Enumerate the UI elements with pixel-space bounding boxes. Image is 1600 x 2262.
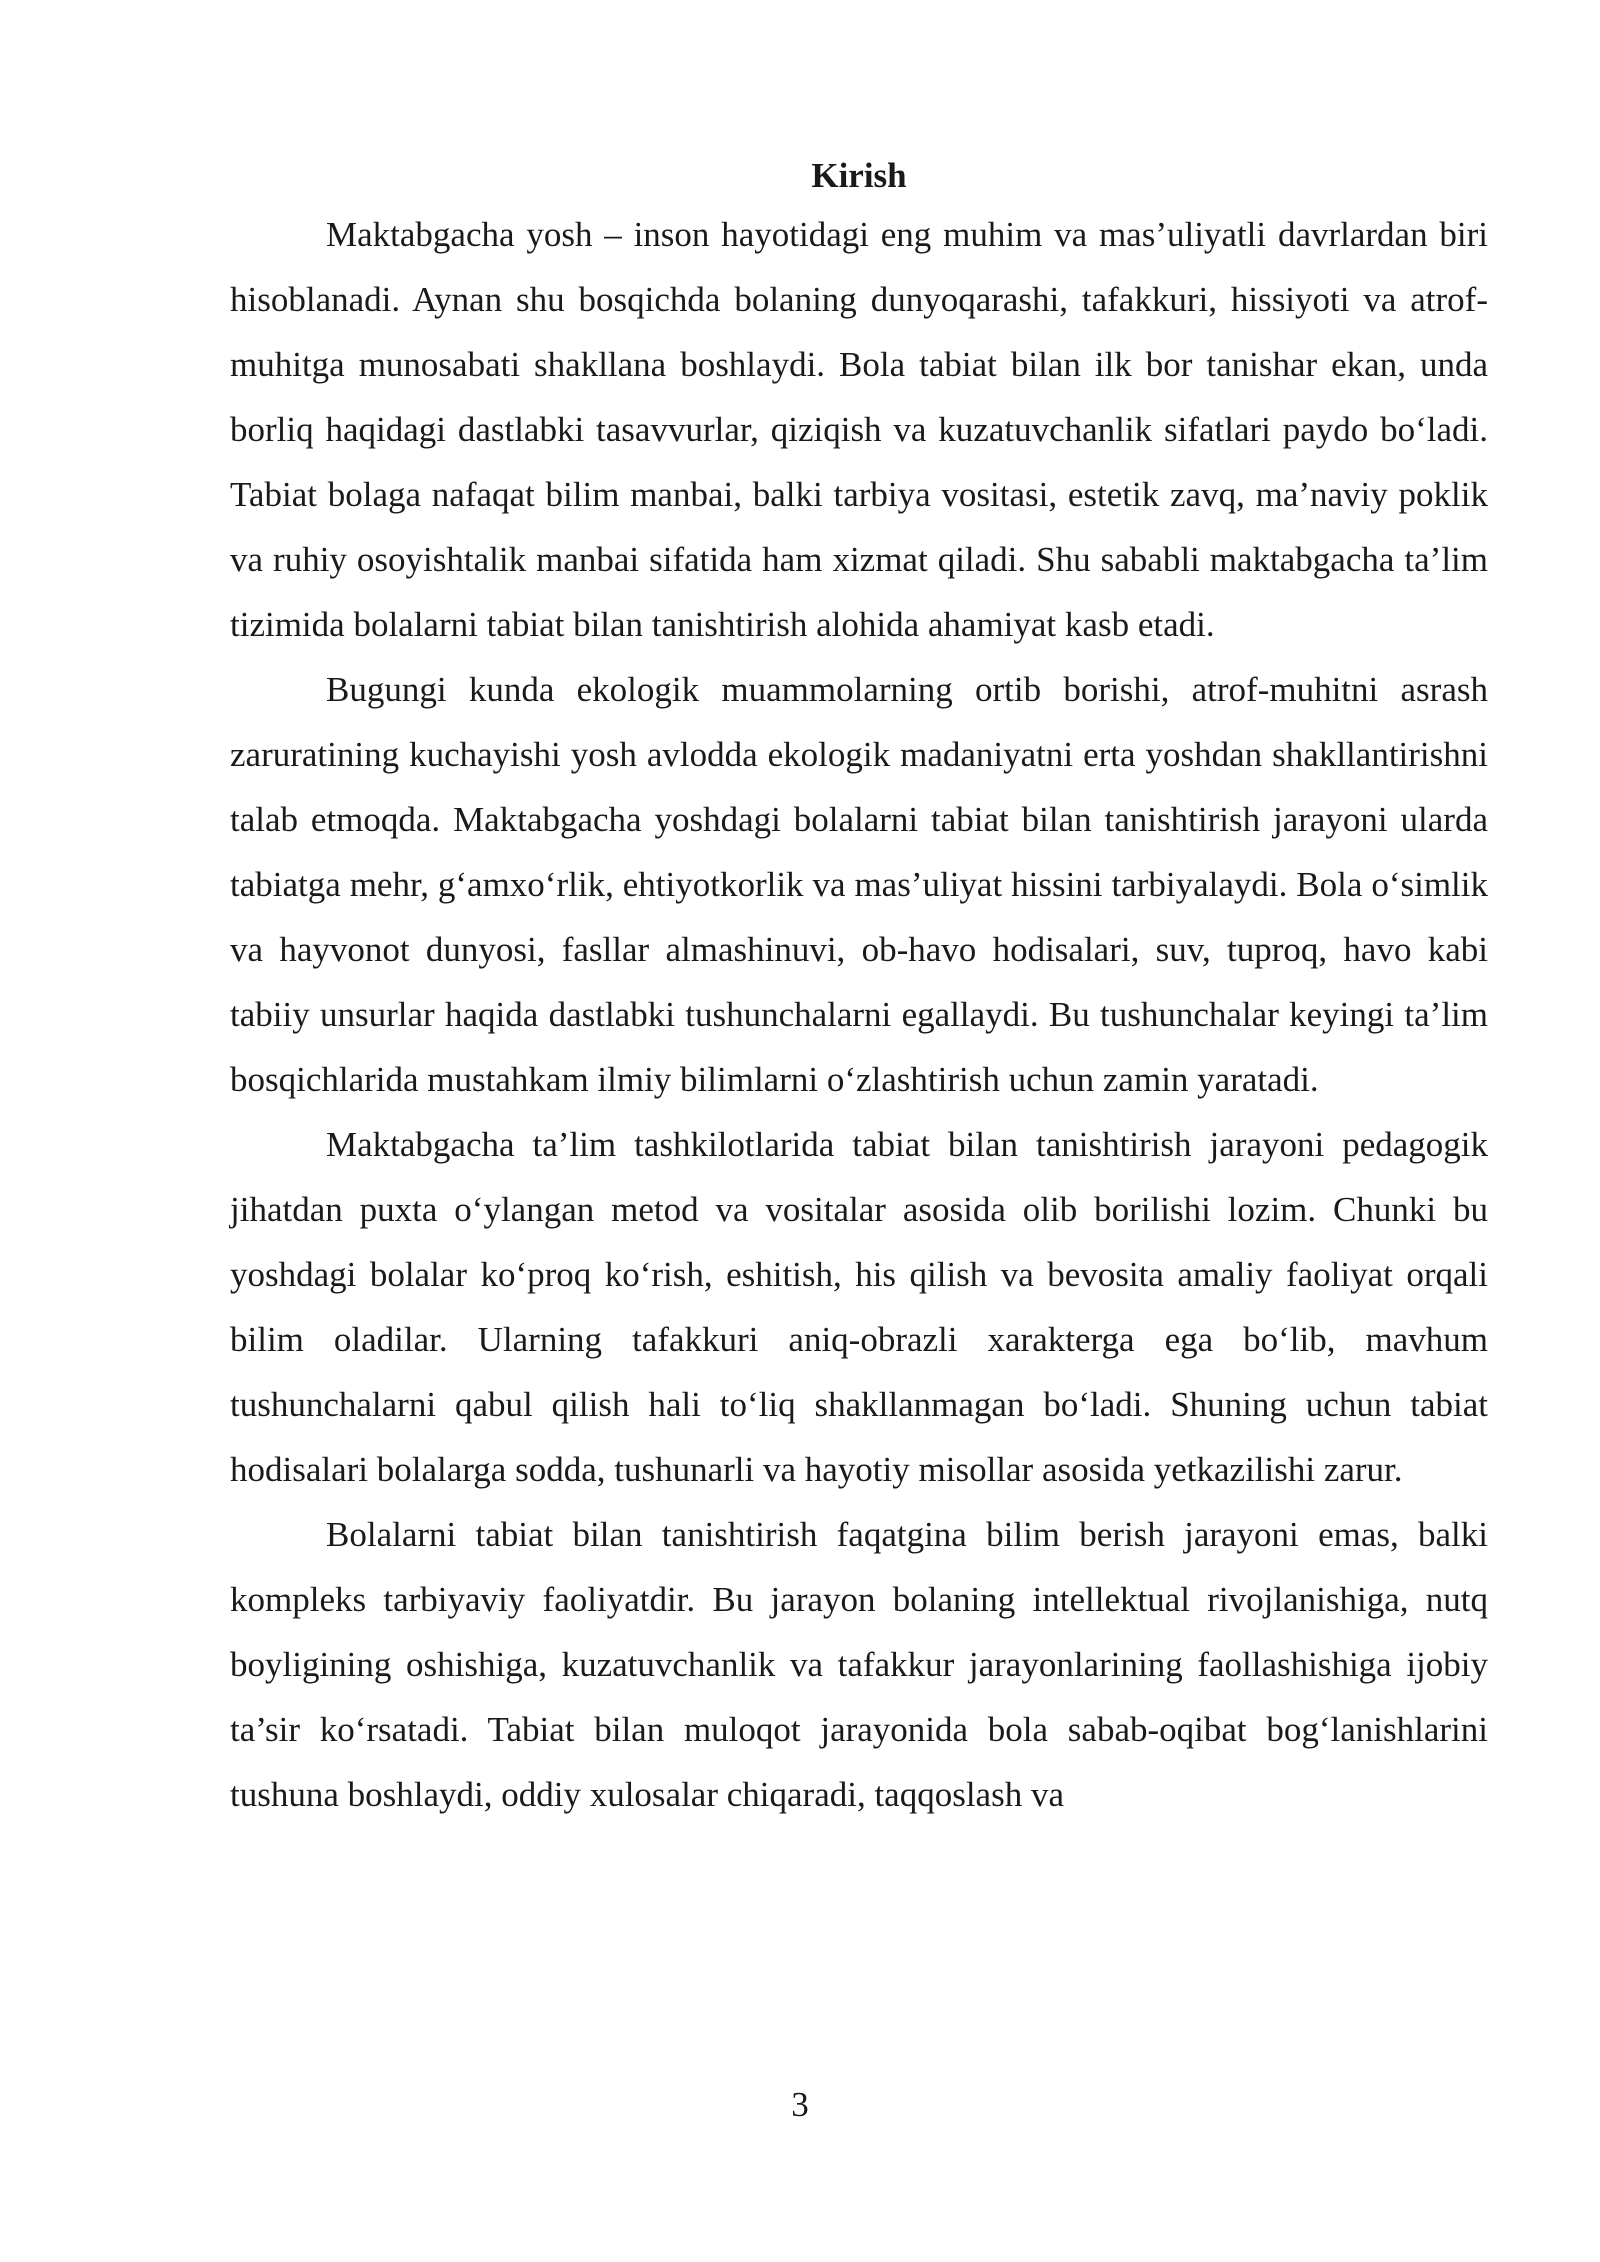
paragraph-4: Bolalarni tabiat bilan tanishtirish faqatgina bilim berish jarayoni emas, balki kompleks tarbiyaviy faoliyatdir. Bu jarayon bolaning intellektual rivojlanishiga, nutq boyligining oshishiga, kuzatuvchanlik va tafakkur jarayonlarining faollashishiga ijobiy ta’sir ko‘rsatadi. Tabiat bilan muloqot jarayonida bola sabab-oqibat bog‘lanishlarini tushuna boshlaydi, oddiy xulosalar chiqaradi, taqqoslash va [230, 1515, 1488, 1814]
paragraph-1: Maktabgacha yosh – inson hayotidagi eng muhim va mas’uliyatli davrlardan biri hisoblanadi. Aynan shu bosqichda bolaning dunyoqarashi, tafakkuri, hissiyoti va atrof-muhitga munosabati shakllana boshlaydi. Bola tabiat bilan ilk bor tanishar ekan, unda borliq haqidagi dastlabki tasavvurlar, qiziqish va kuzatuvchanlik sifatlari paydo bo‘ladi. Tabiat bolaga nafaqat bilim manbai, balki tarbiya vositasi, estetik zavq, ma’naviy poklik va ruhiy osoyishtalik manbai sifatida ham xizmat qiladi. Shu sababli maktabgacha ta’lim tizimida bolalarni tabiat bilan tanishtirish alohida ahamiyat kasb etadi. [230, 215, 1488, 644]
page-title: Kirish [811, 156, 907, 195]
paragraph-3: Maktabgacha ta’lim tashkilotlarida tabiat bilan tanishtirish jarayoni pedagogik jihatdan puxta o‘ylangan metod va vositalar asosida olib borilishi lozim. Chunki bu yoshdagi bolalar ko‘proq ko‘rish, eshitish, his qilish va bevosita amaliy faoliyat orqali bilim oladilar. Ularning tafakkuri aniq-obrazli xarakterga ega bo‘lib, mavhum tushunchalarni qabul qilish hali to‘liq shakllanmagan bo‘ladi. Shuning uchun tabiat hodisalari bolalarga sodda, tushunarli va hayotiy misollar asosida yetkazilishi zarur. [230, 1125, 1488, 1489]
page-number: 3 [791, 2085, 809, 2124]
page-content [230, 150, 1488, 1827]
paragraph-2: Bugungi kunda ekologik muammolarning ortib borishi, atrof-muhitni asrash zaruratining kuchayishi yosh avlodda ekologik madaniyatni erta yoshdan shakllantirishni talab etmoqda. Maktabgacha yoshdagi bolalarni tabiat bilan tanishtirish jarayoni ularda tabiatga mehr, g‘amxo‘rlik, ehtiyotkorlik va mas’uliyat hissini tarbiyalaydi. Bola o‘simlik va hayvonot dunyosi, fasllar almashinuvi, ob-havo hodisalari, suv, tuproq, havo kabi tabiiy unsurlar haqida dastlabki tushunchalarni egallaydi. Bu tushunchalar keyingi ta’lim bosqichlarida mustahkam ilmiy bilimlarni o‘zlashtirish uchun zamin yaratadi. [230, 670, 1488, 1099]
